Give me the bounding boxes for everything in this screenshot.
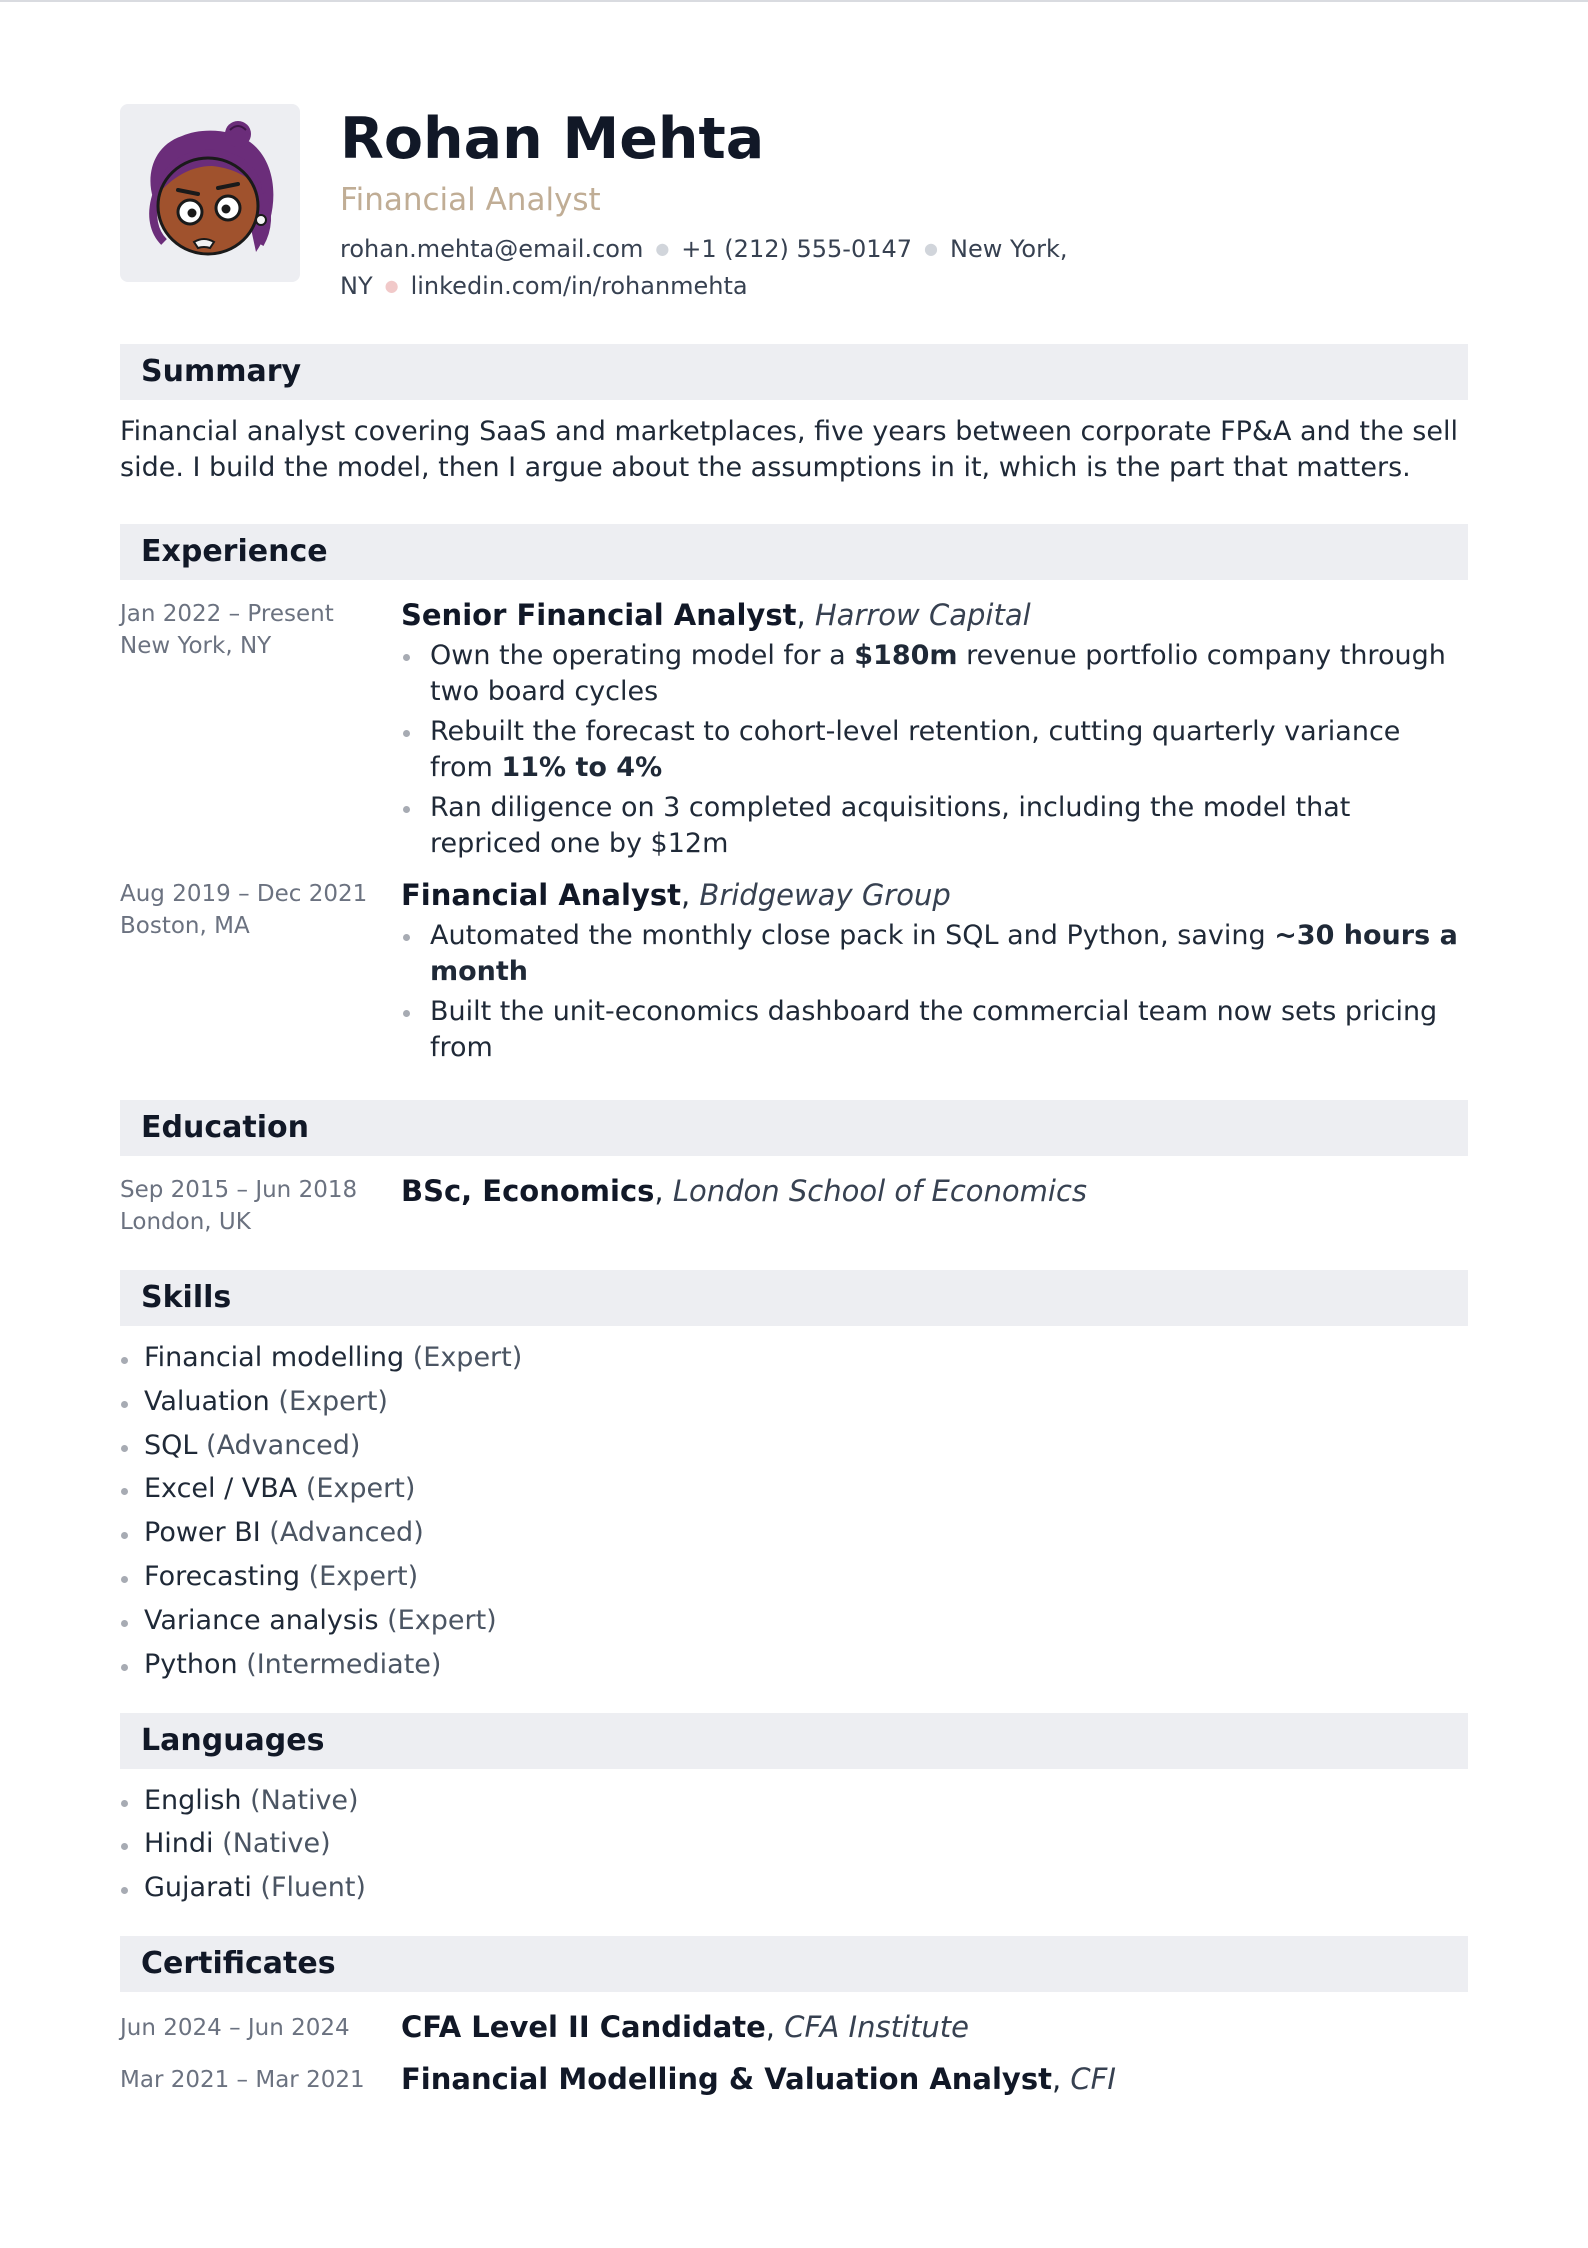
education-entry xyxy=(120,1172,1468,1238)
resume-header xyxy=(120,104,1468,306)
certificate-entry xyxy=(120,2060,1468,2098)
entry-body xyxy=(401,876,1468,1070)
skill-level: (Expert) xyxy=(308,1560,419,1592)
achievement-item xyxy=(401,714,1468,786)
section-heading-skills: Skills xyxy=(120,1270,1468,1326)
section-heading-summary: Summary xyxy=(120,344,1468,400)
avatar xyxy=(120,104,300,282)
entry-body xyxy=(401,1172,1468,1238)
skill-name: Variance analysis xyxy=(144,1604,379,1636)
skill-item xyxy=(120,1340,1468,1376)
achievement-text: Rebuilt the forecast to cohort-level retention, cutting quarterly variance from xyxy=(430,716,1401,783)
skill-level: (Expert) xyxy=(412,1342,523,1373)
entry-body xyxy=(401,596,1468,866)
entry-location: New York, NY xyxy=(120,633,272,659)
skill-item xyxy=(120,1428,1468,1464)
achievement-list xyxy=(401,918,1468,1066)
achievement-text: Automated the monthly close pack in SQL and Python, saving xyxy=(430,920,1275,951)
skill-name: Forecasting xyxy=(144,1560,301,1592)
entry-location: London, UK xyxy=(120,1209,251,1235)
language-name: English xyxy=(144,1784,242,1816)
certificate-issuer: CFI xyxy=(1070,2062,1116,2097)
certificate-dates: Mar 2021 – Mar 2021 xyxy=(120,2067,365,2094)
section-heading-certificates: Certificates xyxy=(120,1936,1468,1992)
languages-list xyxy=(120,1783,1468,1907)
skill-name: Valuation xyxy=(144,1385,270,1417)
language-name: Gujarati xyxy=(144,1872,252,1904)
degree-title: BSc, Economics xyxy=(401,1174,655,1208)
separator-dot: ● xyxy=(384,276,399,295)
language-level: (Native) xyxy=(250,1784,359,1816)
achievement-text: Built the unit-economics dashboard the commercial team now sets pricing from xyxy=(430,996,1438,1063)
skill-item xyxy=(120,1515,1468,1551)
entry-dates: Jan 2022 – Present xyxy=(120,601,334,627)
language-item xyxy=(120,1826,1468,1862)
certificate-line: Financial Modelling & Valuation Analyst, CFI xyxy=(401,2062,1116,2097)
skill-name: Python xyxy=(144,1648,238,1680)
skill-level: (Expert) xyxy=(278,1385,388,1417)
entry-dates: Aug 2019 – Dec 2021 xyxy=(120,881,368,907)
skill-level: (Expert) xyxy=(305,1473,416,1505)
achievement-highlight: $180m xyxy=(854,640,958,671)
separator-dot: ● xyxy=(924,239,938,258)
experience-entry xyxy=(120,596,1468,866)
language-item xyxy=(120,1870,1468,1906)
resume-page xyxy=(120,104,1468,2098)
contact-line xyxy=(340,232,1080,306)
company-name: Bridgeway Group xyxy=(699,878,951,912)
language-name: Hindi xyxy=(144,1828,214,1860)
job-title: Financial Analyst xyxy=(340,182,601,218)
phone-number: +1 (212) 555-0147 xyxy=(681,235,913,263)
entry-dates: Sep 2015 – Jun 2018 xyxy=(120,1177,358,1203)
company-name: Harrow Capital xyxy=(814,598,1031,632)
email-link[interactable]: rohan.mehta@email.com xyxy=(340,235,644,263)
certificate-entry xyxy=(120,2008,1468,2046)
achievement-item xyxy=(401,994,1468,1066)
skill-item xyxy=(120,1559,1468,1595)
skill-name: Financial modelling xyxy=(144,1342,405,1373)
skill-name: SQL xyxy=(144,1429,198,1461)
achievement-item xyxy=(401,790,1468,862)
skill-name: Excel / VBA xyxy=(144,1473,298,1505)
achievement-highlight: 11% to 4% xyxy=(501,752,663,783)
entry-location: Boston, MA xyxy=(120,913,250,939)
section-heading-languages: Languages xyxy=(120,1713,1468,1769)
achievement-text: Ran diligence on 3 completed acquisitions, including the model that repriced one by $12m xyxy=(430,792,1351,859)
entry-meta xyxy=(120,876,401,1070)
role-line: Financial Analyst, Bridgeway Group xyxy=(401,878,951,912)
section-heading-education: Education xyxy=(120,1100,1468,1156)
skill-item xyxy=(120,1647,1468,1683)
certificate-line: CFA Level II Candidate, CFA Institute xyxy=(401,2010,969,2045)
role-title: Senior Financial Analyst xyxy=(401,598,797,632)
skill-level: (Advanced) xyxy=(206,1429,361,1461)
candidate-name: Rohan Mehta xyxy=(340,106,765,172)
degree-line: BSc, Economics, London School of Economics xyxy=(401,1174,1088,1208)
header-text xyxy=(340,104,1080,306)
language-level: (Native) xyxy=(222,1828,331,1860)
experience-entry xyxy=(120,876,1468,1070)
section-heading-experience: Experience xyxy=(120,524,1468,580)
achievement-list xyxy=(401,638,1468,862)
entry-meta xyxy=(120,1172,401,1238)
achievement-item xyxy=(401,918,1468,990)
cartoon-avatar-icon xyxy=(138,120,282,266)
skill-item xyxy=(120,1603,1468,1639)
skill-name: Power BI xyxy=(144,1517,261,1549)
role-title: Financial Analyst xyxy=(401,878,681,912)
certificate-issuer: CFA Institute xyxy=(784,2010,969,2045)
linkedin-link[interactable]: linkedin.com/in/rohanmehta xyxy=(410,272,748,300)
certificate-dates: Jun 2024 – Jun 2024 xyxy=(120,2015,350,2042)
skill-item xyxy=(120,1384,1468,1420)
language-level: (Fluent) xyxy=(260,1872,366,1904)
location-text: New York, NY xyxy=(340,235,1068,300)
school-name: London School of Economics xyxy=(672,1174,1088,1208)
certificate-name: CFA Level II Candidate xyxy=(401,2010,766,2045)
achievement-highlight: ~30 hours a month xyxy=(430,920,1458,987)
skills-list xyxy=(120,1340,1468,1683)
achievement-item xyxy=(401,638,1468,710)
skill-level: (Expert) xyxy=(387,1604,497,1636)
skill-item xyxy=(120,1471,1468,1507)
certificate-name: Financial Modelling & Valuation Analyst xyxy=(401,2062,1052,2097)
skill-level: (Advanced) xyxy=(269,1517,424,1549)
achievement-text: Own the operating model for a xyxy=(430,640,855,671)
achievement-text: revenue portfolio company through two board cycles xyxy=(430,640,1446,707)
separator-dot: ● xyxy=(655,239,670,258)
language-item xyxy=(120,1783,1468,1819)
top-divider xyxy=(0,0,1588,2)
role-line: Senior Financial Analyst, Harrow Capital xyxy=(401,598,1031,632)
summary-text: Financial analyst covering SaaS and marketplaces, five years between corporate FP&A and the sell side. I build the model, then I argue about the assumptions in it, which is the part that matters. xyxy=(120,416,1458,483)
skill-level: (Intermediate) xyxy=(246,1648,442,1680)
entry-meta xyxy=(120,596,401,866)
